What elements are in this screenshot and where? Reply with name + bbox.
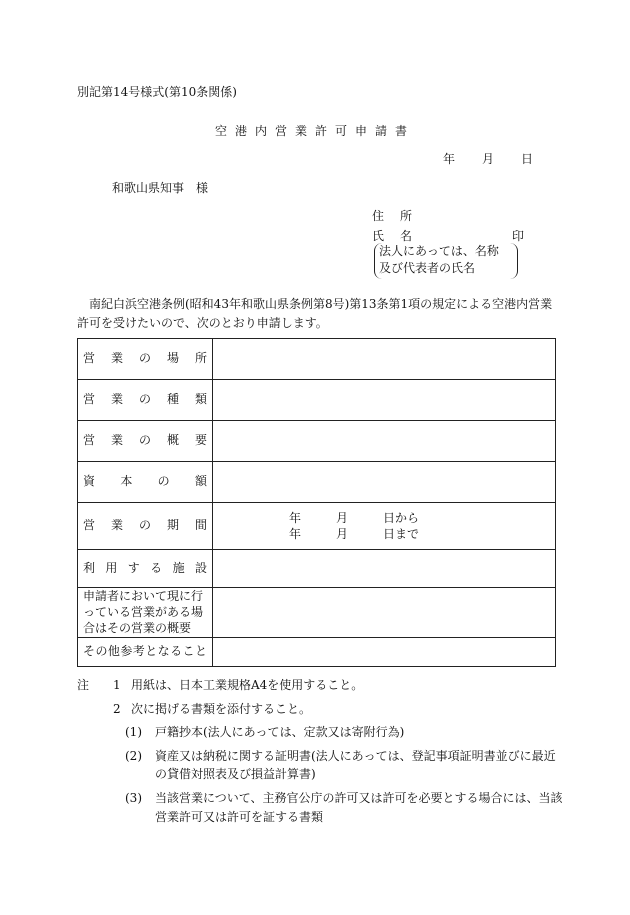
label-char: 業 (110, 518, 123, 533)
period-lines (219, 510, 549, 542)
label-char: 営 (83, 518, 96, 533)
corporate-note-line-2: 及び代表者の氏名 (379, 261, 476, 276)
label-char: 住 (372, 209, 385, 223)
label-spread (83, 560, 207, 577)
note-sub-item-2 (125, 747, 567, 784)
field-existing-business[interactable] (213, 588, 556, 638)
field-facilities[interactable] (213, 550, 556, 588)
label-char: の (138, 518, 151, 533)
label-char: 設 (194, 560, 207, 575)
label-line: っている営業がある場 (83, 605, 204, 620)
label-char: の (138, 433, 151, 448)
label-char: の (157, 474, 170, 489)
table-row (78, 462, 556, 503)
table-row (78, 380, 556, 421)
address-label (372, 208, 412, 225)
label-char: そ (83, 643, 96, 658)
label-char: 名 (399, 229, 412, 243)
date-line (443, 151, 533, 168)
label-char: る (170, 643, 183, 658)
period-year: 年 (289, 510, 302, 525)
note-number: 1 (113, 678, 121, 692)
sub-text: 戸籍抄本(法人にあっては、定款又は寄附行為) (155, 725, 405, 740)
note-number: 2 (113, 701, 121, 716)
label-spread (83, 643, 207, 660)
table-row (78, 637, 556, 666)
corporate-note-line-1: 法人にあっては、名称 (379, 244, 499, 258)
label-line: 申請者において現に行 (83, 589, 204, 603)
table-row (78, 339, 556, 380)
period-month: 月 (335, 510, 348, 525)
seal-mark: 印 (512, 229, 525, 243)
note-text: 次に掲げる書類を添付すること。 (131, 701, 312, 716)
row-label (78, 637, 213, 666)
label-char: 営 (83, 392, 96, 407)
sub-number: (1) (125, 725, 142, 740)
field-business-type[interactable] (213, 380, 556, 421)
row-label (78, 503, 213, 550)
label-char: の (138, 351, 151, 366)
label-char: 利 (83, 560, 96, 575)
label-char: す (127, 560, 140, 575)
notes (77, 676, 567, 831)
label-char: 営 (83, 351, 96, 366)
table-row (78, 421, 556, 462)
note-text: 用紙は、日本工業規格A4を使用すること。 (131, 678, 364, 692)
label-char: 業 (110, 392, 123, 407)
label-char: 参 (120, 643, 133, 658)
label-char: 考 (132, 643, 145, 658)
table-row (78, 503, 556, 550)
label-char: こ (182, 643, 195, 658)
label-char: 本 (120, 474, 133, 489)
field-other-references[interactable] (213, 637, 556, 666)
note-sub-item-1 (125, 723, 567, 742)
field-business-period[interactable] (213, 503, 556, 550)
label-char: 額 (194, 474, 207, 489)
sub-number: (3) (125, 790, 142, 805)
row-label (78, 550, 213, 588)
field-capital-amount[interactable] (213, 462, 556, 503)
label-char: 所 (399, 209, 412, 223)
label-char: の (95, 643, 108, 658)
label-spread (83, 350, 207, 367)
period-from-day: 日から (382, 510, 419, 525)
label-char: 類 (194, 392, 207, 407)
row-label (78, 421, 213, 462)
note-sub-item-3 (125, 789, 567, 826)
period-from (289, 510, 419, 526)
period-to (289, 526, 419, 542)
label-char: 施 (172, 560, 185, 575)
addressee: 和歌山県知事 様 (112, 181, 209, 195)
label-char: の (138, 392, 151, 407)
label-spread (83, 391, 207, 408)
label-char: 種 (166, 392, 179, 407)
application-table (77, 338, 556, 667)
corporate-note (374, 243, 518, 279)
note-item-1 (77, 676, 567, 695)
period-to-day: 日まで (382, 527, 419, 541)
period-year: 年 (289, 527, 302, 541)
field-business-summary[interactable] (213, 421, 556, 462)
label-line: 合はその営業の概要 (83, 621, 192, 636)
label-char: 資 (83, 474, 96, 489)
note-prefix: 注 (77, 678, 90, 692)
date-year: 年 (443, 152, 456, 166)
label-char: 間 (194, 518, 207, 533)
date-month: 月 (481, 152, 494, 166)
label-spread (83, 517, 207, 534)
label-char: 用 (105, 560, 118, 575)
date-day: 日 (520, 152, 533, 166)
label-char: 業 (110, 433, 123, 448)
sub-text: 資産又は納税に関する証明書(法人にあっては、登記事項証明書並びに最近の貸借対照表及び損益計算書) (155, 748, 556, 782)
table-row (78, 550, 556, 588)
label-char: な (157, 643, 170, 658)
sub-number: (2) (125, 748, 142, 763)
label-char: 要 (194, 433, 207, 448)
intro-paragraph: 南紀白浜空港条例(昭和43年和歌山県条例第8号)第13条第1項の規定による空港内営業許可を受けたいので、次のとおり申請します。 (77, 297, 553, 330)
label-char: と (145, 643, 158, 658)
row-label (78, 588, 213, 638)
sub-text: 当該営業について、主務官公庁の許可又は許可を必要とする場合には、当該営業許可又は許可を証する書類 (155, 790, 563, 824)
label-char: 期 (166, 518, 179, 533)
label-char: 概 (166, 433, 179, 448)
label-char: 氏 (372, 229, 385, 243)
label-char: る (150, 560, 163, 575)
label-char: 場 (166, 351, 179, 366)
note-item-2 (77, 700, 567, 719)
label-char: 営 (83, 433, 96, 448)
label-char: と (194, 643, 207, 658)
row-label (78, 380, 213, 421)
label-spread (83, 432, 207, 449)
row-label (78, 462, 213, 503)
label-spread (83, 473, 207, 490)
table-row (78, 588, 556, 638)
label-char: 所 (194, 351, 207, 366)
row-label (78, 339, 213, 380)
page-title: 空港内営業許可申請書 (214, 124, 415, 138)
label-char: 他 (107, 643, 120, 658)
period-month: 月 (335, 527, 348, 541)
label-char: 業 (110, 351, 123, 366)
field-business-location[interactable] (213, 339, 556, 380)
form-id: 別記第14号様式(第10条関係) (77, 85, 237, 99)
